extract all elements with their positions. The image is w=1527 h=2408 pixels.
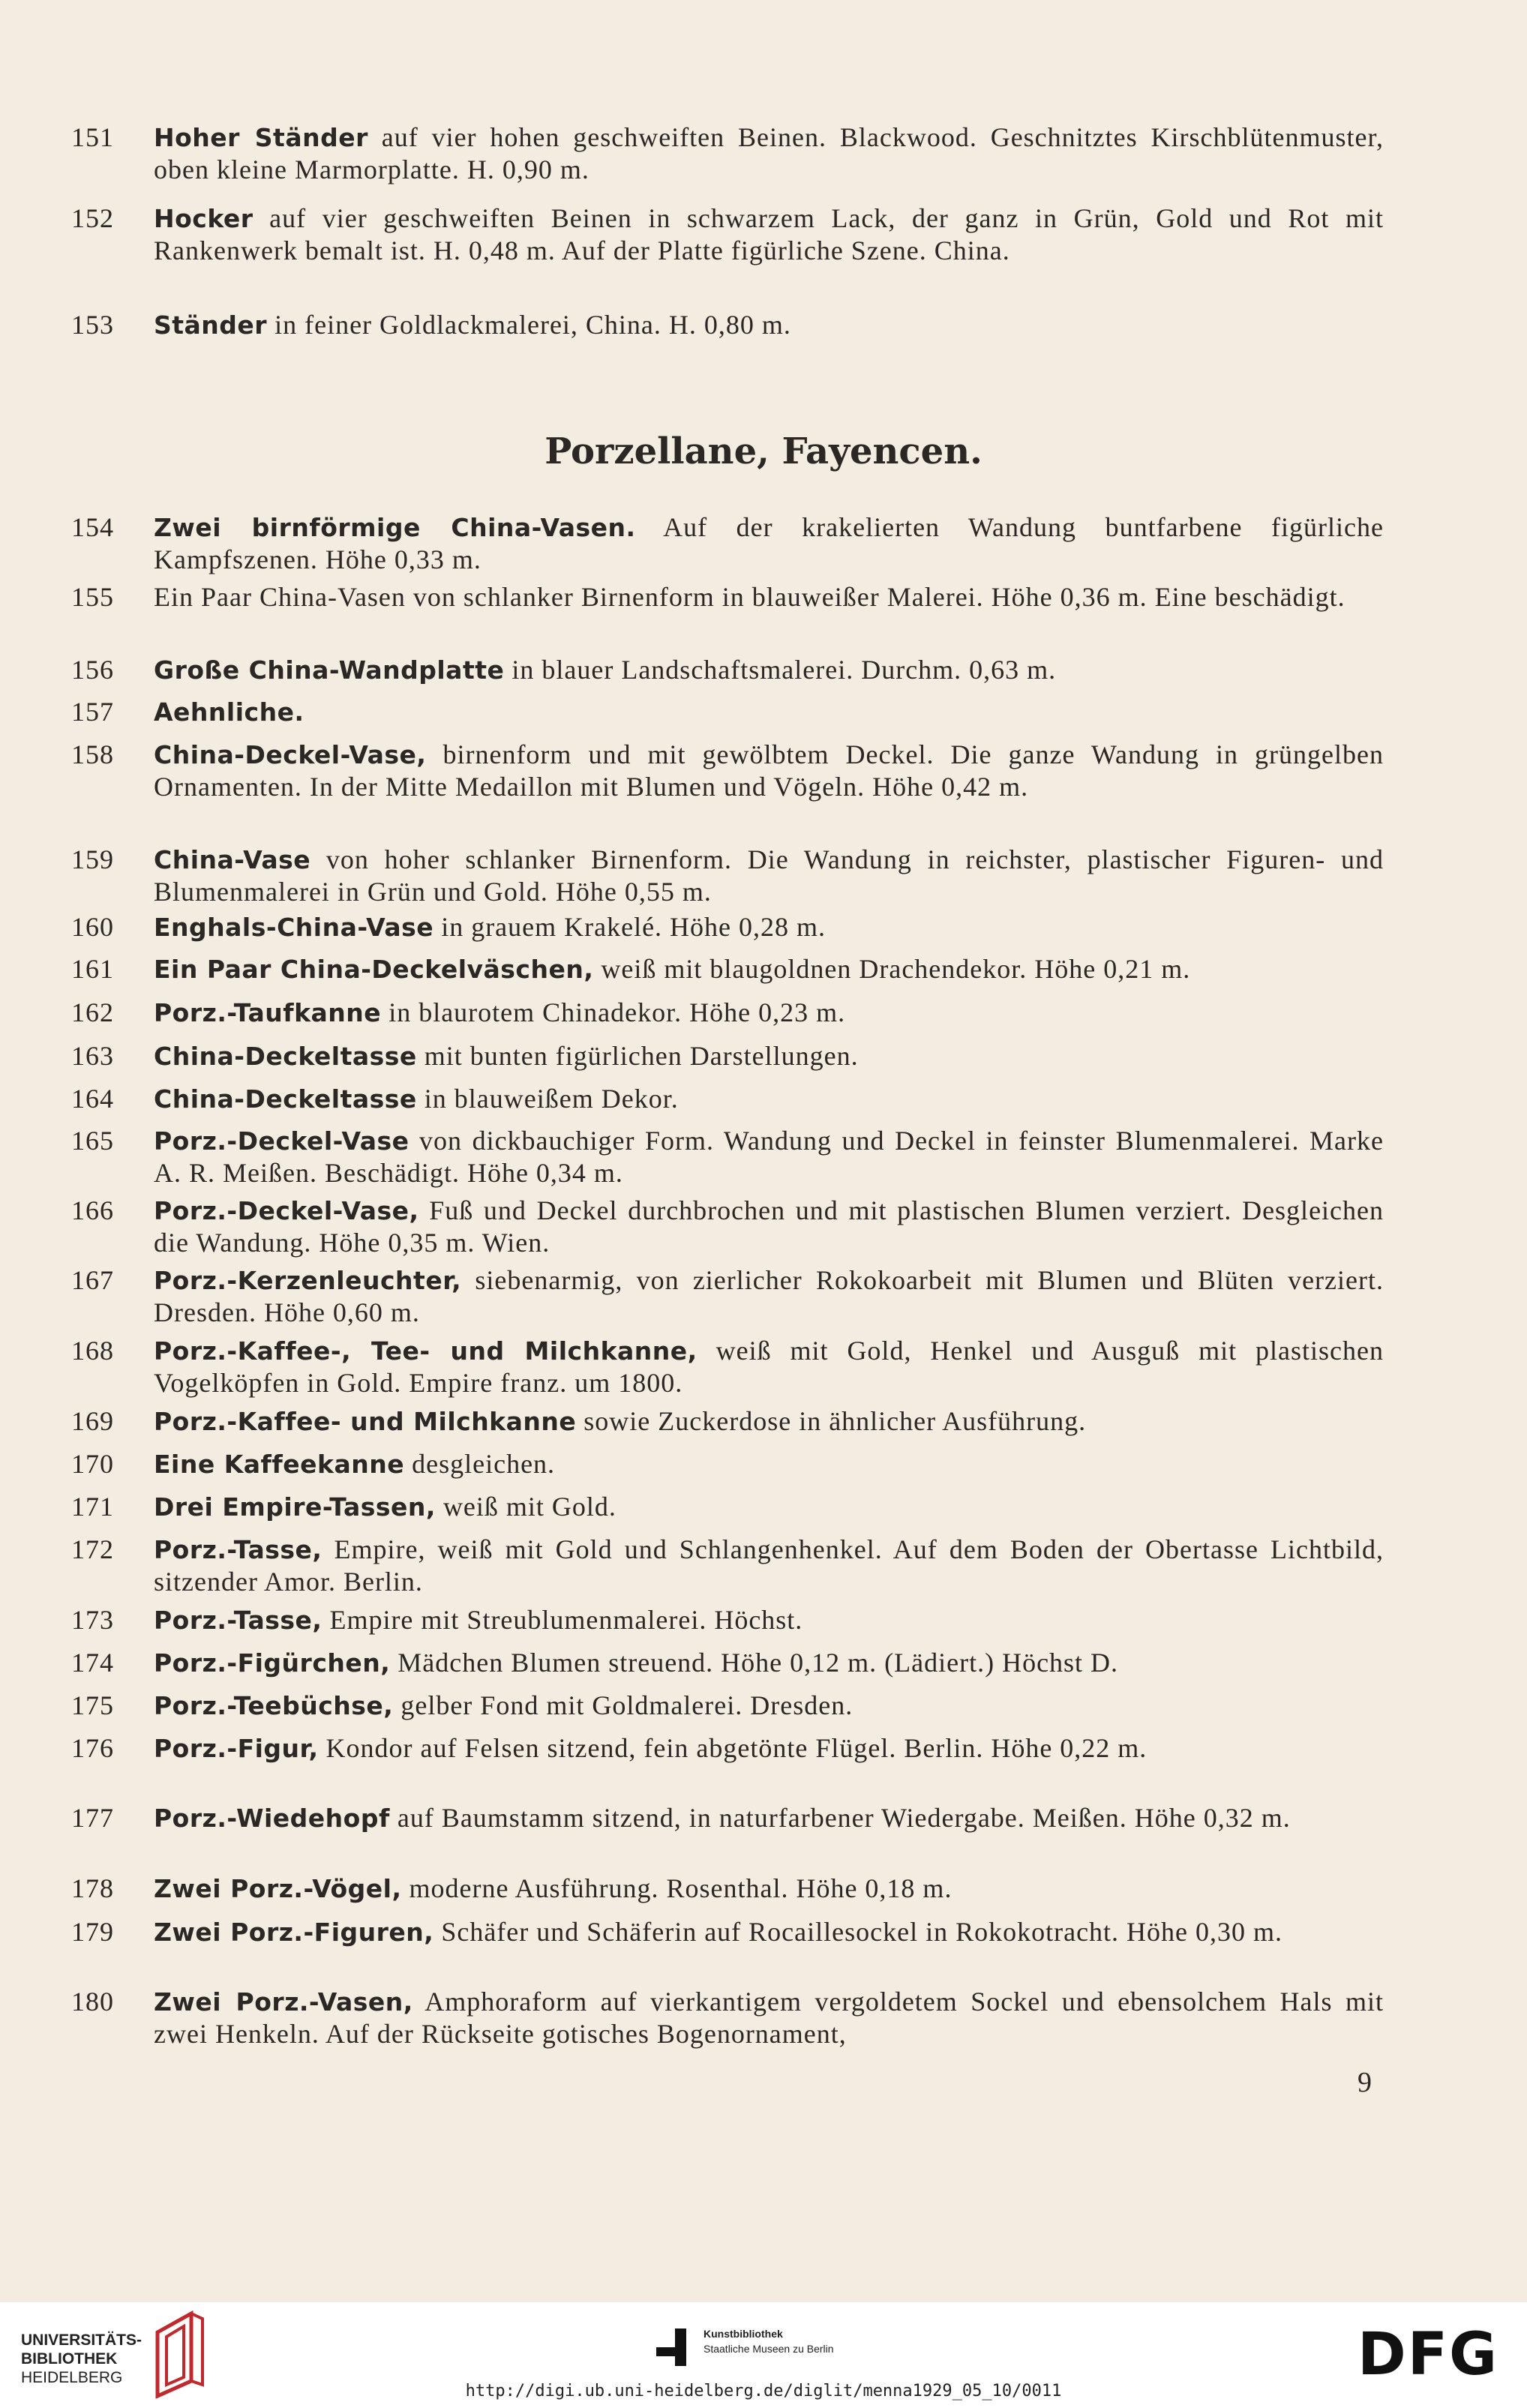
entry-description: Ein Paar China-Vasen von schlanker Birnenform in blauweißer Malerei. Höhe 0,36 m. Eine beschädigt. [154, 582, 1346, 612]
entry-text [154, 581, 1384, 613]
entry-number: 154 [71, 512, 114, 542]
entry-title: Zwei birnförmige China-Vasen. [154, 513, 636, 542]
catalog-entry [71, 1491, 1384, 1523]
entry-number: 167 [71, 1265, 114, 1295]
catalog-entry [71, 1647, 1384, 1679]
catalog-entry [71, 1690, 1384, 1722]
entry-number: 175 [71, 1690, 114, 1720]
entry-title: Zwei Porz.-Vögel, [154, 1874, 402, 1903]
entry-number: 171 [71, 1492, 114, 1522]
catalog-entry [71, 1335, 1384, 1399]
entry-number: 173 [71, 1605, 114, 1635]
entry-number: 174 [71, 1648, 114, 1678]
entry-description: Empire, weiß mit Gold und Schlangenhenkel. Auf dem Boden der Obertasse Lichtbild, sitzender Amor. Berlin. [154, 1534, 1384, 1597]
entry-title: Porz.-Tasse, [154, 1606, 322, 1635]
entry-number: 163 [71, 1041, 114, 1071]
entry-title: Ständer [154, 310, 268, 340]
entry-text [154, 1335, 1384, 1399]
entry-number: 168 [71, 1336, 114, 1366]
entry-number: 177 [71, 1803, 114, 1833]
catalog-entry [71, 121, 1384, 185]
entry-title: Porz.-Kaffee-, Tee- und Milchkanne, [154, 1336, 698, 1366]
catalog-entry [71, 696, 1384, 728]
catalog-entry [71, 1604, 1384, 1636]
entry-description: birnenform und mit gewölbtem Deckel. Die ganze Wandung in grüngelben Ornamenten. In der Mitte Medaillon mit Blumen und Vögeln. Höhe 0,42 m. [154, 739, 1384, 802]
entry-title: Porz.-Wiedehopf [154, 1804, 390, 1833]
entry-title: Porz.-Kerzenleuchter, [154, 1266, 462, 1295]
entry-number: 180 [71, 1987, 114, 2017]
entry-text [154, 1690, 1384, 1722]
entry-description: auf Baumstamm sitzend, in naturfarbener Wiedergabe. Meißen. Höhe 0,32 m. [389, 1803, 1291, 1833]
entry-description: moderne Ausführung. Rosenthal. Höhe 0,18 m. [401, 1873, 952, 1903]
ub-heidelberg-label[interactable] [21, 2331, 142, 2387]
entry-text [154, 309, 1384, 341]
kunstbibliothek-label [704, 2326, 834, 2356]
entry-number: 178 [71, 1873, 114, 1903]
entry-number: 170 [71, 1449, 114, 1479]
entry-title: Hocker [154, 204, 254, 233]
entry-text [154, 1264, 1384, 1328]
catalog-entry [71, 1264, 1384, 1328]
entry-number: 176 [71, 1733, 114, 1763]
entry-title: China-Deckel-Vase, [154, 740, 427, 769]
footer-bar [0, 2302, 1527, 2408]
entry-number: 155 [71, 582, 114, 612]
kb-line-2: Staatliche Museen zu Berlin [704, 2343, 834, 2355]
catalog-entry [71, 1125, 1384, 1189]
entry-title: Drei Empire-Tassen, [154, 1492, 436, 1522]
entry-title: China-Deckeltasse [154, 1084, 417, 1114]
entry-description: sowie Zuckerdose in ähnlicher Ausführung. [576, 1406, 1087, 1436]
entry-text [154, 1534, 1384, 1597]
entry-number: 159 [71, 844, 114, 874]
catalog-entry [71, 1916, 1384, 1948]
entry-title: Eine Kaffeekanne [154, 1450, 405, 1479]
entry-description: gelber Fond mit Goldmalerei. Dresden. [393, 1690, 854, 1720]
entry-text [154, 1491, 1384, 1523]
catalog-entry [71, 997, 1384, 1029]
catalog-entry [71, 1083, 1384, 1115]
entry-number: 153 [71, 310, 114, 340]
kb-line-1: Kunstbibliothek [704, 2328, 783, 2340]
catalog-entry [71, 844, 1384, 907]
entry-description: weiß mit Gold. [435, 1492, 616, 1522]
entry-text [154, 997, 1384, 1029]
entry-description: in blaurotem Chinadekor. Höhe 0,23 m. [381, 997, 846, 1027]
entry-text [154, 1405, 1384, 1438]
ub-line-2: BIBLIOTHEK [21, 2350, 118, 2368]
entry-text [154, 511, 1384, 575]
ub-line-3: HEIDELBERG [21, 2369, 123, 2386]
catalog-entry [71, 309, 1384, 341]
entry-text [154, 1802, 1384, 1834]
entry-title: Porz.-Figur, [154, 1734, 319, 1763]
kunstbibliothek-logo-icon[interactable] [652, 2325, 698, 2370]
catalog-entry [71, 1732, 1384, 1765]
entry-number: 172 [71, 1534, 114, 1564]
catalog-entry [71, 739, 1384, 802]
entry-text [154, 696, 1384, 728]
entry-text [154, 1195, 1384, 1258]
entry-description: von hoher schlanker Birnenform. Die Wandung in reichster, plastischer Figuren- und Blumenmalerei in Grün und Gold. Höhe 0,55 m. [154, 844, 1384, 907]
entry-description: Fuß und Deckel durchbrochen und mit plastischen Blumen verziert. Desgleichen die Wandung. Höhe 0,35 m. Wien. [154, 1195, 1384, 1258]
entry-title: Porz.-Teebüchse, [154, 1691, 394, 1720]
entry-number: 158 [71, 739, 114, 769]
entry-description: auf vier hohen geschweiften Beinen. Blackwood. Geschnitztes Kirschblütenmuster, oben kleine Marmorplatte. H. 0,90 m. [154, 122, 1384, 184]
entry-description: in blauweißem Dekor. [416, 1084, 679, 1114]
entry-number: 179 [71, 1917, 114, 1947]
entry-text [154, 1732, 1384, 1765]
entry-text [154, 844, 1384, 907]
catalog-entry [71, 1986, 1384, 2050]
entry-description: weiß mit Gold, Henkel und Ausguß mit plastischen Vogelköpfen in Gold. Empire franz. um 1800. [154, 1336, 1384, 1398]
entry-number: 162 [71, 997, 114, 1027]
entry-title: Porz.-Figürchen, [154, 1648, 391, 1678]
source-url[interactable]: http://digi.ub.uni-heidelberg.de/diglit/menna1929_05_10/0011 [465, 2382, 1062, 2401]
entry-description: mit bunten figürlichen Darstellungen. [416, 1041, 859, 1071]
entry-text [154, 739, 1384, 802]
entry-text [154, 1040, 1384, 1072]
entry-text [154, 911, 1384, 943]
entry-description: in blauer Landschaftsmalerei. Durchm. 0,63 m. [504, 655, 1057, 685]
entry-title: China-Vase [154, 845, 311, 874]
entry-text [154, 1647, 1384, 1679]
entry-text [154, 1604, 1384, 1636]
entry-number: 152 [71, 203, 114, 233]
entry-number: 161 [71, 954, 114, 984]
entry-text [154, 1083, 1384, 1115]
entry-description: Kondor auf Felsen sitzend, fein abgetönte Flügel. Berlin. Höhe 0,22 m. [318, 1733, 1148, 1763]
entry-number: 164 [71, 1084, 114, 1114]
entry-description: in grauem Krakelé. Höhe 0,28 m. [434, 912, 826, 942]
entry-text [154, 202, 1384, 266]
entry-title: Hoher Ständer [154, 123, 368, 152]
entry-number: 166 [71, 1195, 114, 1225]
catalog-entry [71, 911, 1384, 943]
entry-number: 151 [71, 122, 114, 152]
entry-text [154, 121, 1384, 185]
entry-number: 157 [71, 697, 114, 727]
entry-number: 160 [71, 912, 114, 942]
catalog-entry [71, 1873, 1384, 1905]
entry-description: Empire mit Streublumenmalerei. Höchst. [322, 1605, 803, 1635]
entry-number: 169 [71, 1406, 114, 1436]
catalog-entry [71, 202, 1384, 266]
entry-title: Zwei Porz.-Vasen, [154, 1987, 413, 2017]
entry-description: Auf der krakelierten Wandung buntfarbene figürliche Kampfszenen. Höhe 0,33 m. [154, 512, 1384, 574]
entry-description: desgleichen. [404, 1449, 556, 1479]
entry-title: Enghals-China-Vase [154, 913, 434, 942]
entry-text [154, 1125, 1384, 1189]
entry-title: Porz.-Kaffee- und Milchkanne [154, 1407, 577, 1436]
entry-title: Große China-Wandplatte [154, 655, 505, 685]
entry-description: in feiner Goldlackmalerei, China. H. 0,80 m. [267, 310, 791, 340]
catalog-entry [71, 1040, 1384, 1072]
entry-title: Porz.-Deckel-Vase, [154, 1196, 419, 1225]
catalog-entry [71, 654, 1384, 686]
entry-description: siebenarmig, von zierlicher Rokokoarbeit mit Blumen und Blüten verziert. Dresden. Höhe 0,60 m. [154, 1265, 1384, 1327]
entry-description: Schäfer und Schäferin auf Rocaillesockel in Rokokotracht. Höhe 0,30 m. [434, 1917, 1283, 1947]
entry-title: Porz.-Tasse, [154, 1535, 322, 1564]
page-number: 9 [1358, 2067, 1372, 2098]
entry-description: weiß mit blaugoldnen Drachendekor. Höhe 0,21 m. [593, 954, 1191, 984]
entry-title: Porz.-Taufkanne [154, 998, 382, 1027]
catalog-entry [71, 1802, 1384, 1834]
catalog-entry [71, 1195, 1384, 1258]
entry-description: von dickbauchiger Form. Wandung und Deckel in feinster Blumenmalerei. Marke A. R. Meißen. Beschädigt. Höhe 0,34 m. [154, 1126, 1384, 1188]
entry-title: Ein Paar China-Deckelväschen, [154, 955, 594, 984]
entry-description: Amphoraform auf vierkantigem vergoldetem Sockel und ebensolchem Hals mit zwei Henkeln. Auf der Rückseite gotisches Bogenornament, [154, 1987, 1384, 2049]
entry-description: Mädchen Blumen streuend. Höhe 0,12 m. (Lädiert.) Höchst D. [390, 1648, 1119, 1678]
entry-text [154, 1873, 1384, 1905]
entry-title: Porz.-Deckel-Vase [154, 1126, 410, 1156]
entry-description: auf vier geschweiften Beinen in schwarzem Lack, der ganz in Grün, Gold und Rot mit Rankenwerk bemalt ist. H. 0,48 m. Auf der Platte figürliche Szene. China. [154, 203, 1384, 265]
entry-title: China-Deckeltasse [154, 1042, 417, 1071]
catalog-entry [71, 1534, 1384, 1597]
catalog-entry [71, 1448, 1384, 1480]
entry-number: 165 [71, 1126, 114, 1156]
entry-text [154, 953, 1384, 985]
catalog-entry [71, 511, 1384, 575]
entry-number: 156 [71, 655, 114, 685]
entry-title: Aehnliche. [154, 697, 304, 727]
ub-line-1: UNIVERSITÄTS- [21, 2332, 142, 2349]
catalog-entry [71, 581, 1384, 613]
entry-text [154, 654, 1384, 686]
section-heading: Porzellane, Fayencen. [544, 430, 982, 472]
entry-text [154, 1448, 1384, 1480]
dfg-logo[interactable]: DFG [1358, 2321, 1499, 2389]
entry-text [154, 1986, 1384, 2050]
catalog-entry [71, 953, 1384, 985]
entry-text [154, 1916, 1384, 1948]
entry-title: Zwei Porz.-Figuren, [154, 1918, 434, 1947]
catalog-entry [71, 1405, 1384, 1438]
